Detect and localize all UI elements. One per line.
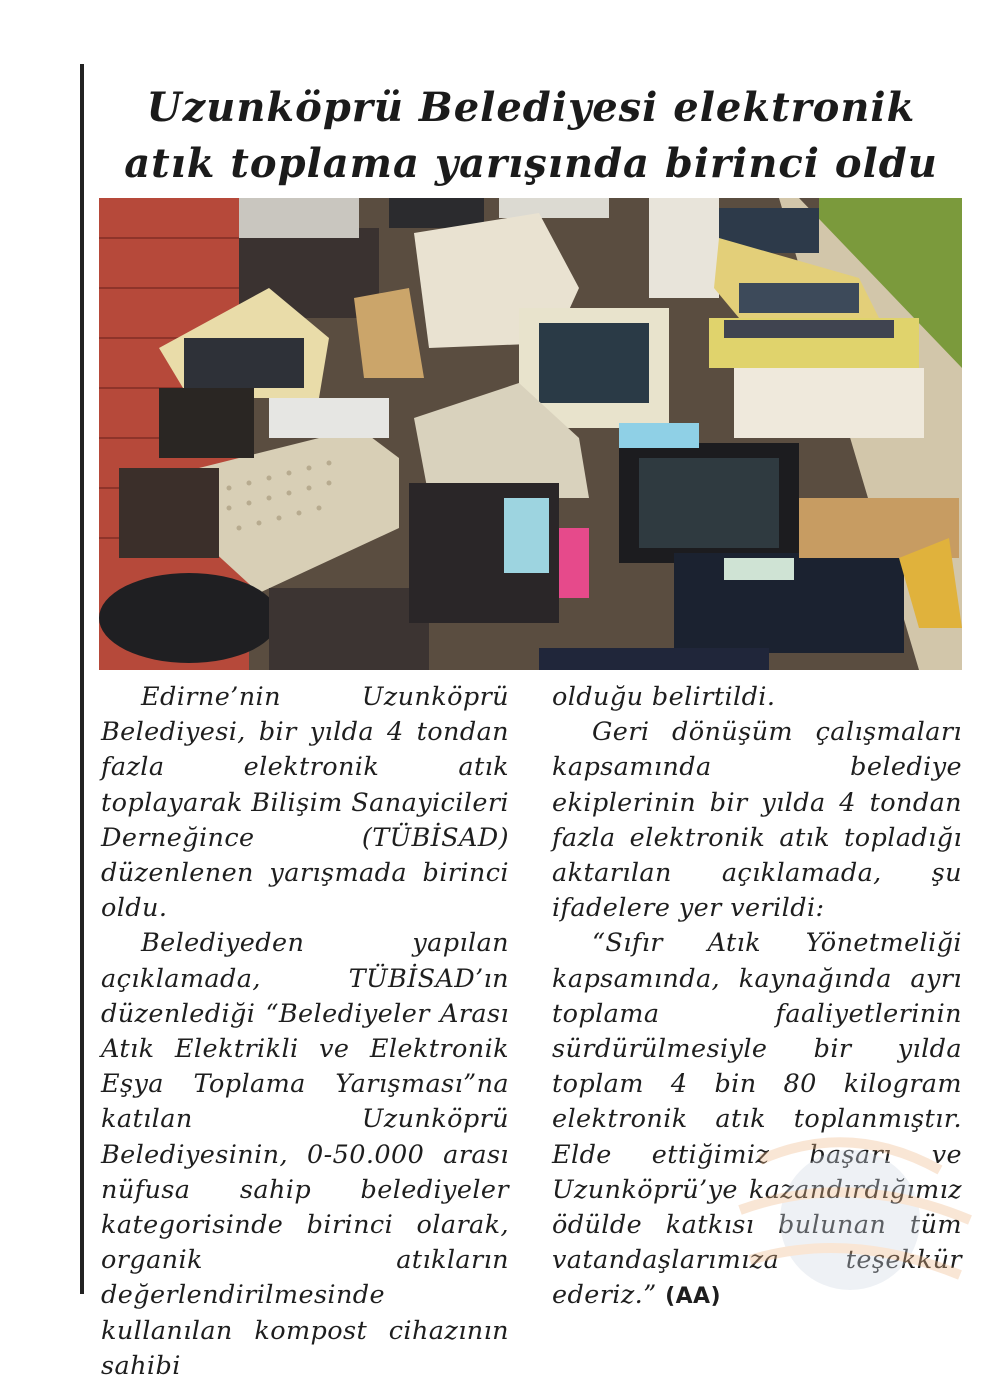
quote-text: “Sıfır Atık Yönetmeliği kapsamında, kaynağında ayrı toplama faaliyetlerinin sürdürülmesiyle bir yılda toplam 4 bin 80 kilogram elektronik atık toplanmıştır. Elde ettiğimiz başarı ve Uzunköprü’ye kazandırdığımız ödülde katkısı bulunan tüm vatandaşlarımıza teşekkür ederiz.”	[552, 928, 962, 1311]
article-headline: Uzunköprü Belediyesi elektronik atık toplama yarışında birinci oldu	[124, 84, 938, 187]
paragraph: Geri dönüşüm çalışmaları kapsamında belediye ekiplerinin bir yılda 4 tondan fazla elektronik atık topladığı aktarılan açıklamada, şu ifadelere yer verildi:	[552, 717, 962, 924]
paragraph: Edirne’nin Uzunköprü Belediyesi, bir yılda 4 tondan fazla elektronik atık toplayarak Bilişim Sanayicileri Derneğince (TÜBİSAD) düzenlenen yarışmada birinci oldu.	[101, 682, 509, 924]
article-body-right-column	[552, 680, 962, 1315]
paragraph: olduğu belirtildi.	[552, 682, 776, 712]
article-body-left-column	[101, 680, 509, 1384]
left-column-rule	[80, 64, 84, 1294]
paragraph: Belediyeden yapılan açıklamada, TÜBİSAD’ın düzenlediği “Belediyeler Arası Atık Elektrikli ve Elektronik Eşya Toplama Yarışması”na katılan Uzunköprü Belediyesinin, 0-50.000 arası nüfusa sahip belediyeler kategorisinde birinci olarak, organik atıkların değerlendirilmesinde kullanılan kompost cihazının sahibi	[101, 928, 509, 1381]
paragraph	[552, 926, 962, 1314]
news-agency-source: (AA)	[665, 1284, 721, 1310]
e-waste-pile-illustration	[99, 198, 962, 670]
e-waste-photo	[99, 198, 962, 670]
